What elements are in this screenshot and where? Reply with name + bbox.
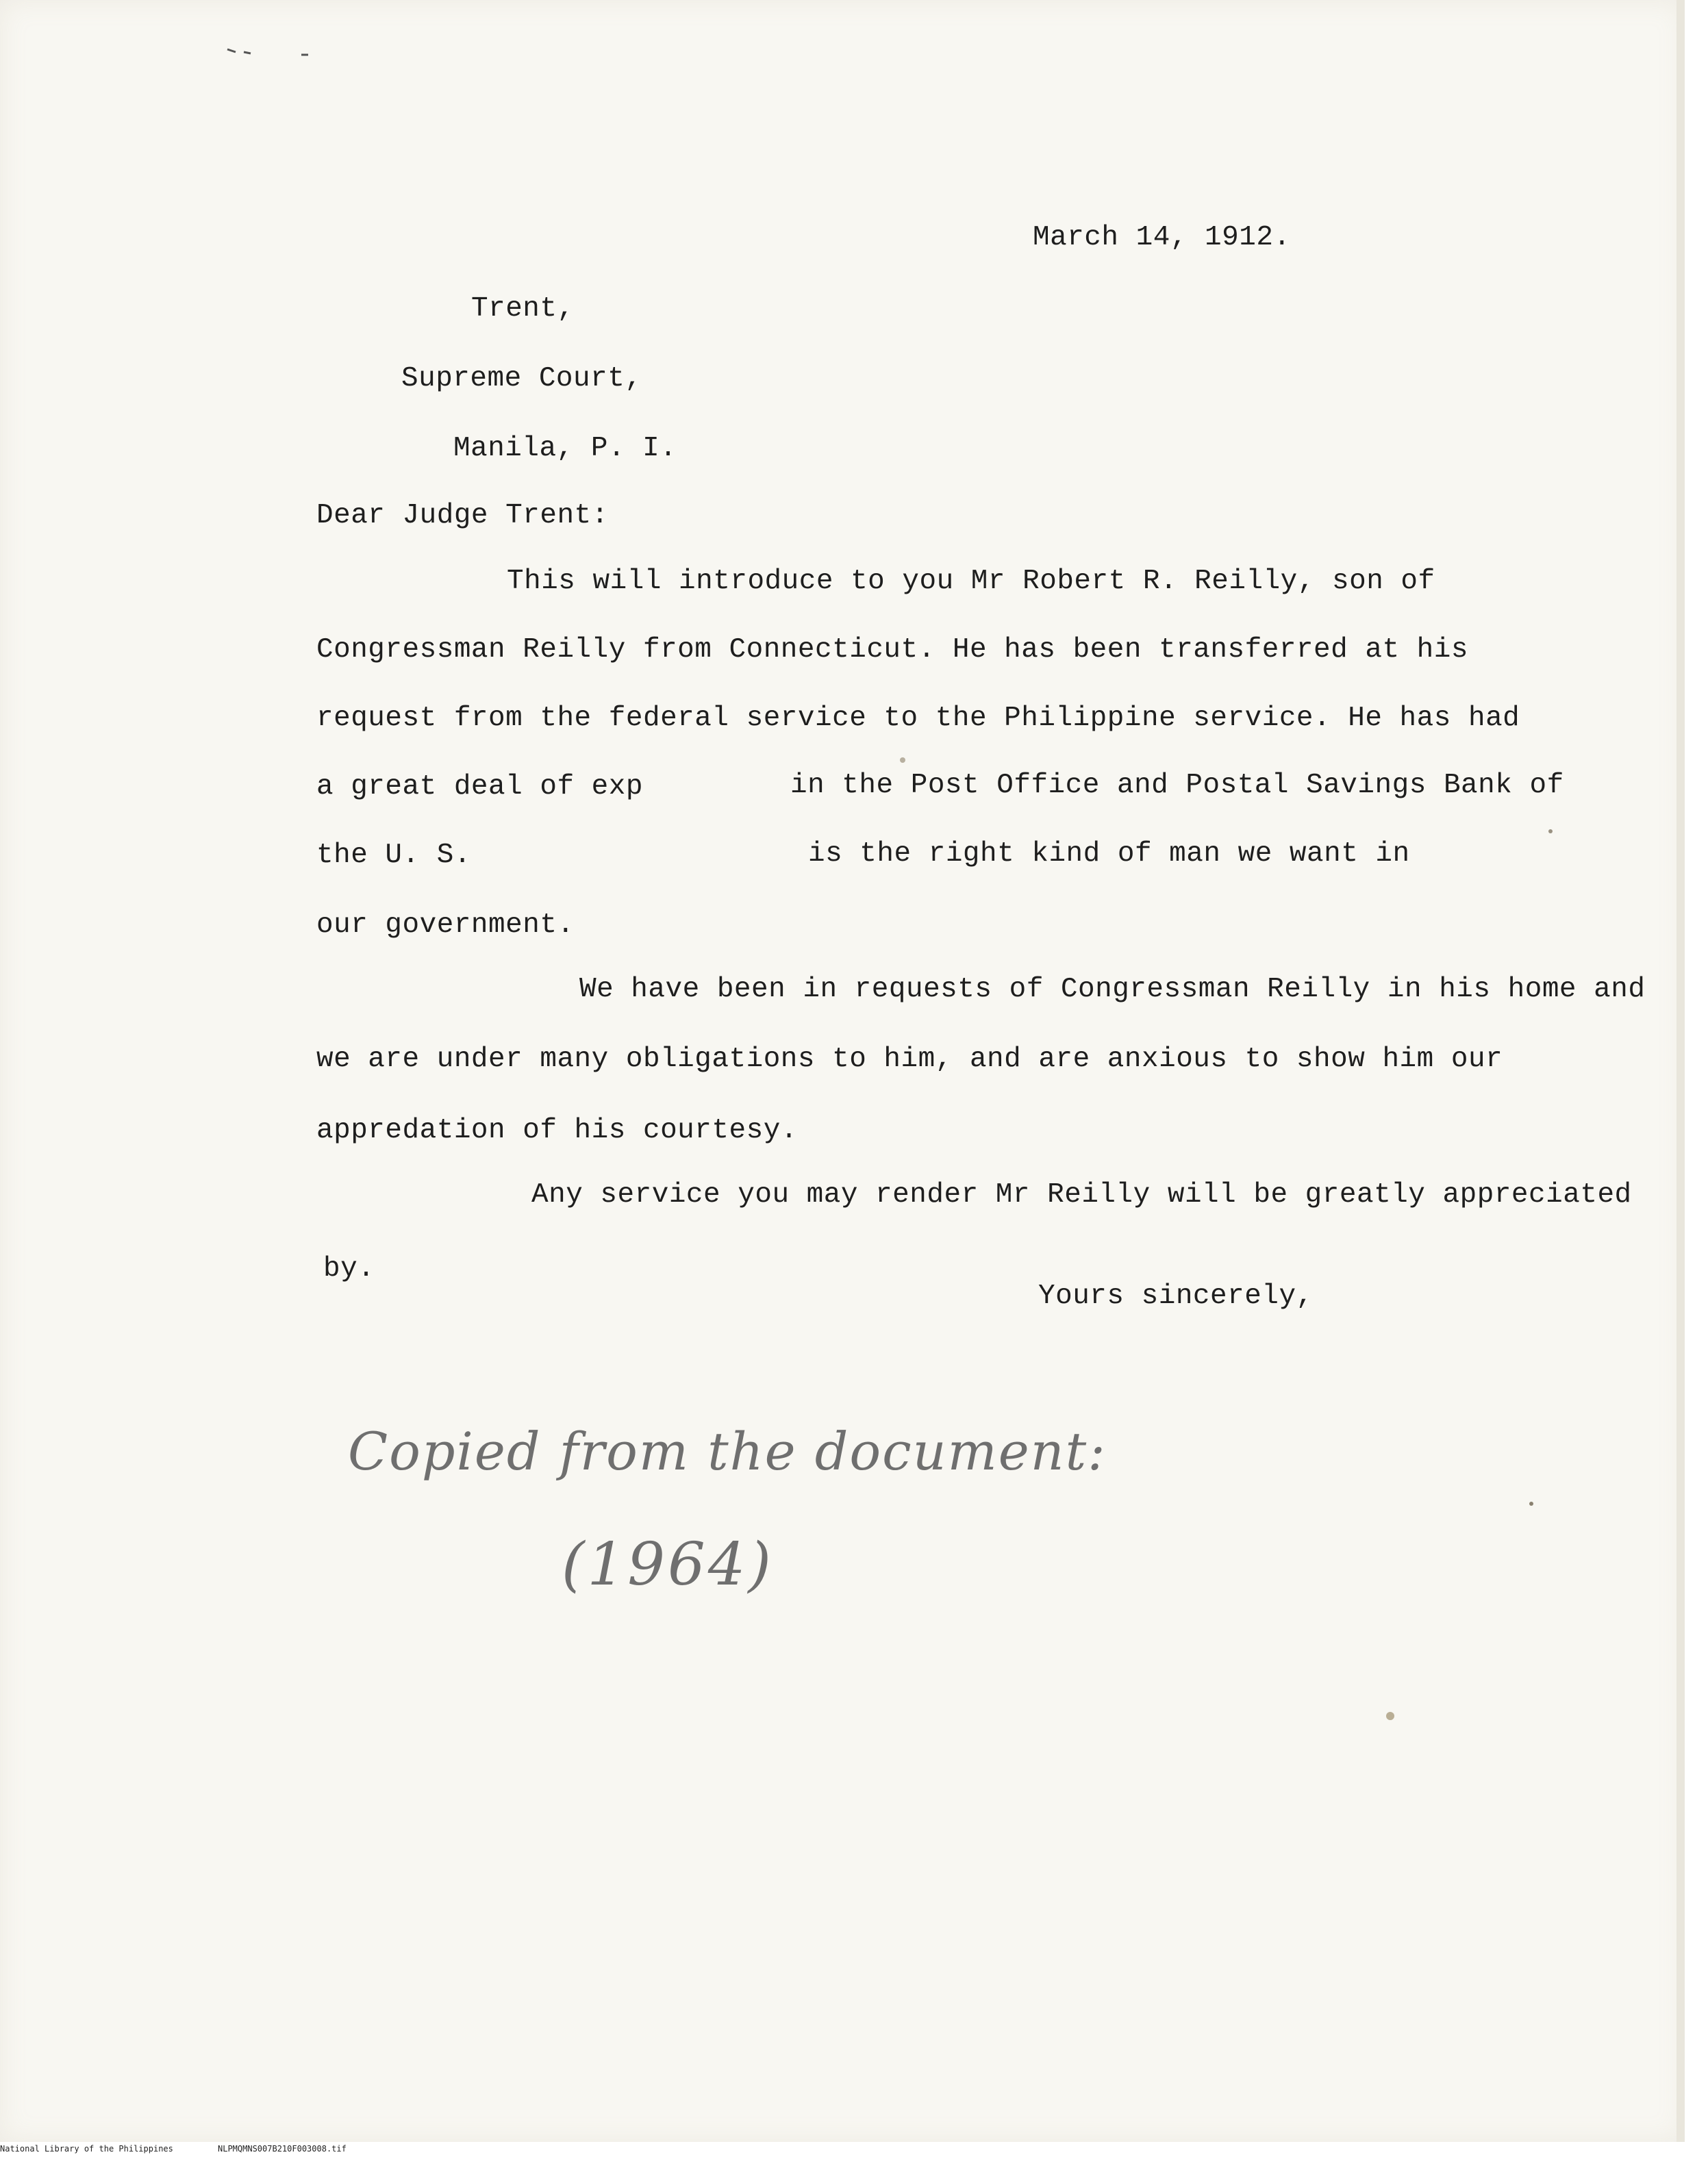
body-line: in the Post Office and Postal Savings Bank of [790,770,1564,801]
body-line: We have been in requests of Congressman Reilly in his home and [579,974,1646,1005]
body-line: is the right kind of man we want in [808,838,1410,870]
body-line: the U. S. [316,840,471,871]
handwritten-year: (1964) [562,1530,774,1599]
address-line: Manila, P. I. [453,433,677,464]
body-line: appredation of his courtesy. [316,1115,798,1146]
salutation: Dear Judge Trent: [316,500,609,531]
scan-footer [0,2142,1708,2156]
body-line: request from the federal service to the Philippine service. He has had [316,703,1520,734]
address-line: Trent, [471,293,575,325]
body-line: by. [323,1253,375,1285]
file-name: NLPMQMNS007B210F003008.tif [218,2144,347,2154]
body-line: our government. [316,909,575,941]
body-line: Congressman Reilly from Connecticut. He has been transferred at his [316,634,1468,666]
body-line: This will introduce to you Mr Robert R. Reilly, son of [507,566,1435,597]
body-line: a great deal of exp [316,771,643,803]
address-line: Supreme Court, [401,363,642,394]
handwritten-annotation: Copied from the document: [348,1421,1107,1482]
closing: Yours sincerely, [1038,1280,1314,1312]
body-line: we are under many obligations to him, and are anxious to show him our [316,1044,1503,1075]
body-line: Any service you may render Mr Reilly will be greatly appreciated [531,1179,1632,1211]
library-credit: National Library of the Philippines [0,2144,173,2154]
letter-date: March 14, 1912. [1033,222,1291,253]
